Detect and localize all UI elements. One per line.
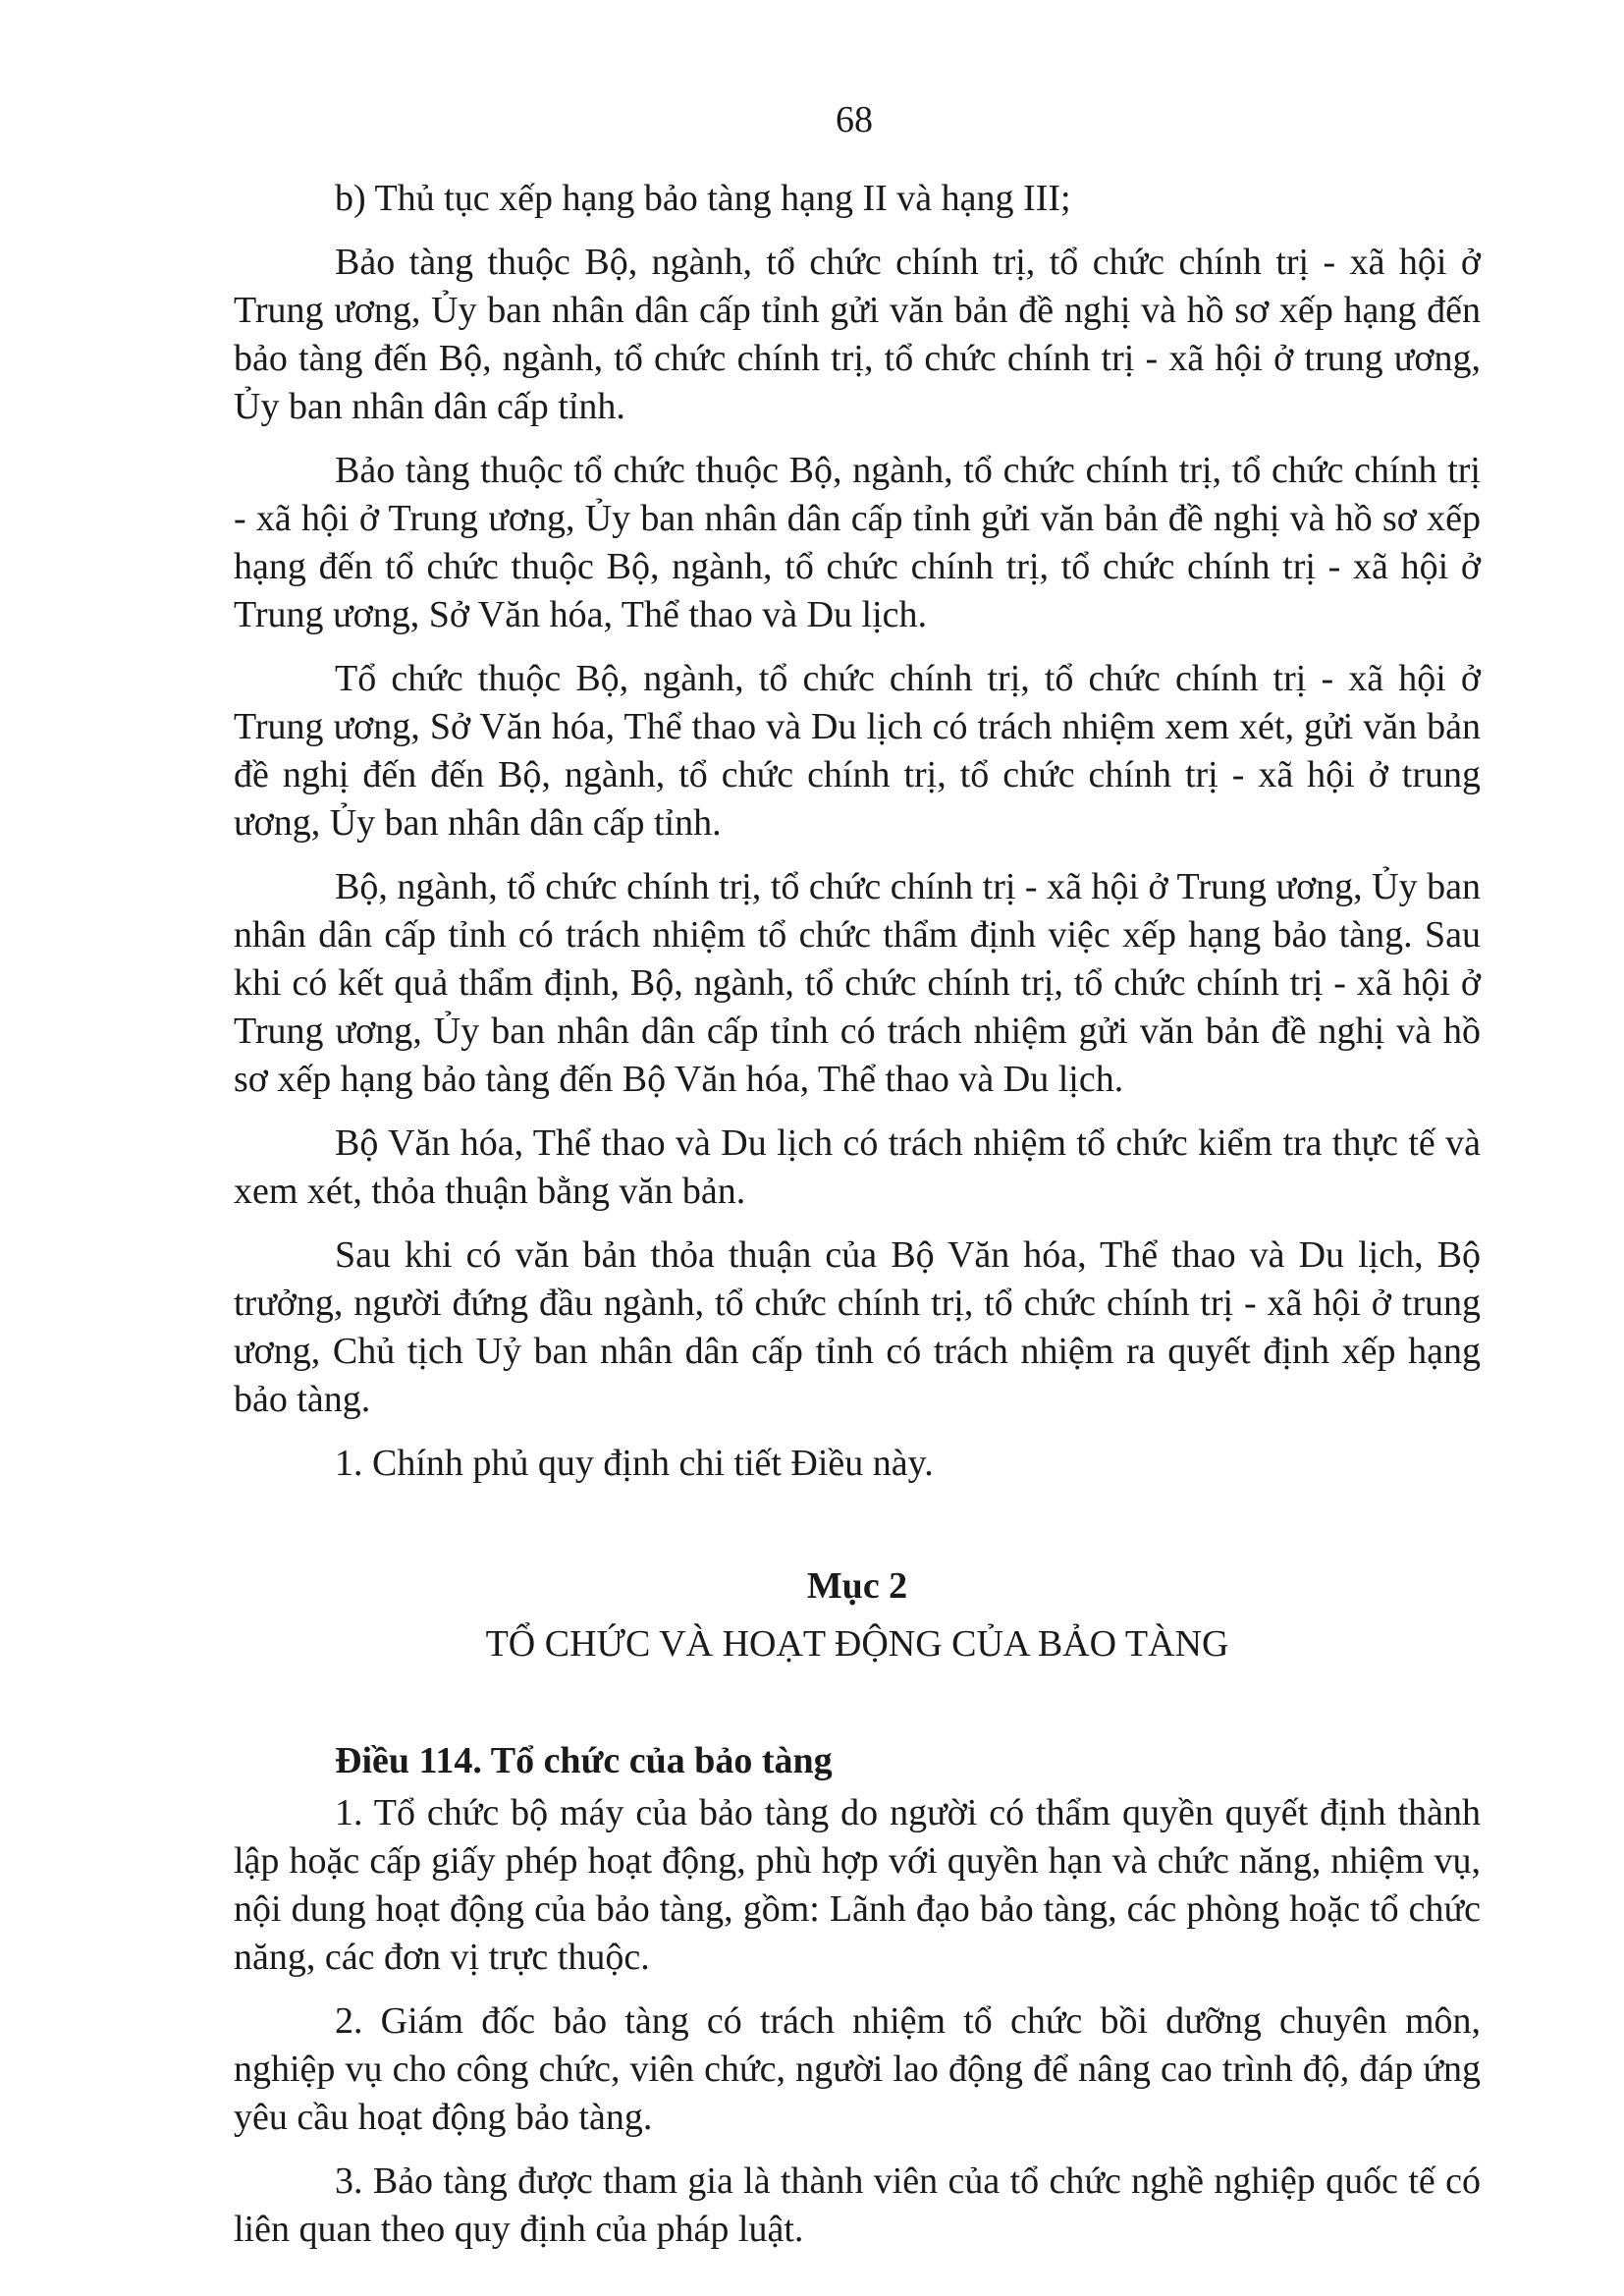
paragraph: Bảo tàng thuộc tổ chức thuộc Bộ, ngành, tổ chức chính trị, tổ chức chính trị - xã hội ở Trung ương, Ủy ban nhân dân cấp tỉnh gửi văn bản đề nghị và hồ sơ xếp hạng đến tổ chức thuộc Bộ, ngành, tổ chức chính trị, tổ chức chính trị - xã hội ở Trung ương, Sở Văn hóa, Thể thao và Du lịch. <box>234 450 1481 635</box>
section-heading: Mục 2 <box>806 1565 908 1607</box>
paragraph: Bộ, ngành, tổ chức chính trị, tổ chức chính trị - xã hội ở Trung ương, Ủy ban nhân dân cấp tỉnh có trách nhiệm tổ chức thẩm định việc xếp hạng bảo tàng. Sau khi có kết quả thẩm định, Bộ, ngành, tổ chức chính trị, tổ chức chính trị - xã hội ở Trung ương, Ủy ban nhân dân cấp tỉnh có trách nhiệm gửi văn bản đề nghị và hồ sơ xếp hạng bảo tàng đến Bộ Văn hóa, Thể thao và Du lịch. <box>234 866 1481 1100</box>
article-clause: 3. Bảo tàng được tham gia là thành viên của tổ chức nghề nghiệp quốc tế có liên quan theo quy định của pháp luật. <box>234 2160 1481 2250</box>
paragraph-procedure-title: b) Thủ tục xếp hạng bảo tàng hạng II và hạng III; <box>335 178 1071 219</box>
article-clause: 1. Tổ chức bộ máy của bảo tàng do người có thẩm quyền quyết định thành lập hoặc cấp giấy phép hoạt động, phù hợp với quyền hạn và chức năng, nhiệm vụ, nội dung hoạt động của bảo tàng, gồm: Lãnh đạo bảo tàng, các phòng hoặc tổ chức năng, các đơn vị trực thuộc. <box>234 1792 1481 1978</box>
article-heading: Điều 114. Tổ chức của bảo tàng <box>335 1740 833 1781</box>
section-subtitle: TỔ CHỨC VÀ HOẠT ĐỘNG CỦA BẢO TÀNG <box>485 1623 1229 1665</box>
paragraph: Sau khi có văn bản thỏa thuận của Bộ Văn hóa, Thể thao và Du lịch, Bộ trưởng, người đứng đầu ngành, tổ chức chính trị, tổ chức chính trị - xã hội ở trung ương, Chủ tịch Uỷ ban nhân dân cấp tỉnh có trách nhiệm ra quyết định xếp hạng bảo tàng. <box>234 1234 1481 1420</box>
article-clause: 2. Giám đốc bảo tàng có trách nhiệm tổ chức bồi dưỡng chuyên môn, nghiệp vụ cho công chức, viên chức, người lao động để nâng cao trình độ, đáp ứng yêu cầu hoạt động bảo tàng. <box>234 2000 1481 2138</box>
paragraph-list-item: 1. Chính phủ quy định chi tiết Điều này. <box>335 1443 934 1484</box>
paragraph: Bảo tàng thuộc Bộ, ngành, tổ chức chính trị, tổ chức chính trị - xã hội ở Trung ương, Ủy ban nhân dân cấp tỉnh gửi văn bản đề nghị và hồ sơ xếp hạng đến bảo tàng đến Bộ, ngành, tổ chức chính trị, tổ chức chính trị - xã hội ở trung ương, Ủy ban nhân dân cấp tỉnh. <box>234 242 1481 427</box>
paragraph: Tổ chức thuộc Bộ, ngành, tổ chức chính trị, tổ chức chính trị - xã hội ở Trung ương, Sở Văn hóa, Thể thao và Du lịch có trách nhiệm xem xét, gửi văn bản đề nghị đến đến Bộ, ngành, tổ chức chính trị, tổ chức chính trị - xã hội ở trung ương, Ủy ban nhân dân cấp tỉnh. <box>234 658 1481 844</box>
page-body <box>234 175 1481 2269</box>
page-number: 68 <box>836 99 873 140</box>
spacer <box>234 1503 1481 1562</box>
paragraph: Bộ Văn hóa, Thể thao và Du lịch có trách nhiệm tổ chức kiểm tra thực tế và xem xét, thỏa thuận bằng văn bản. <box>234 1122 1481 1212</box>
